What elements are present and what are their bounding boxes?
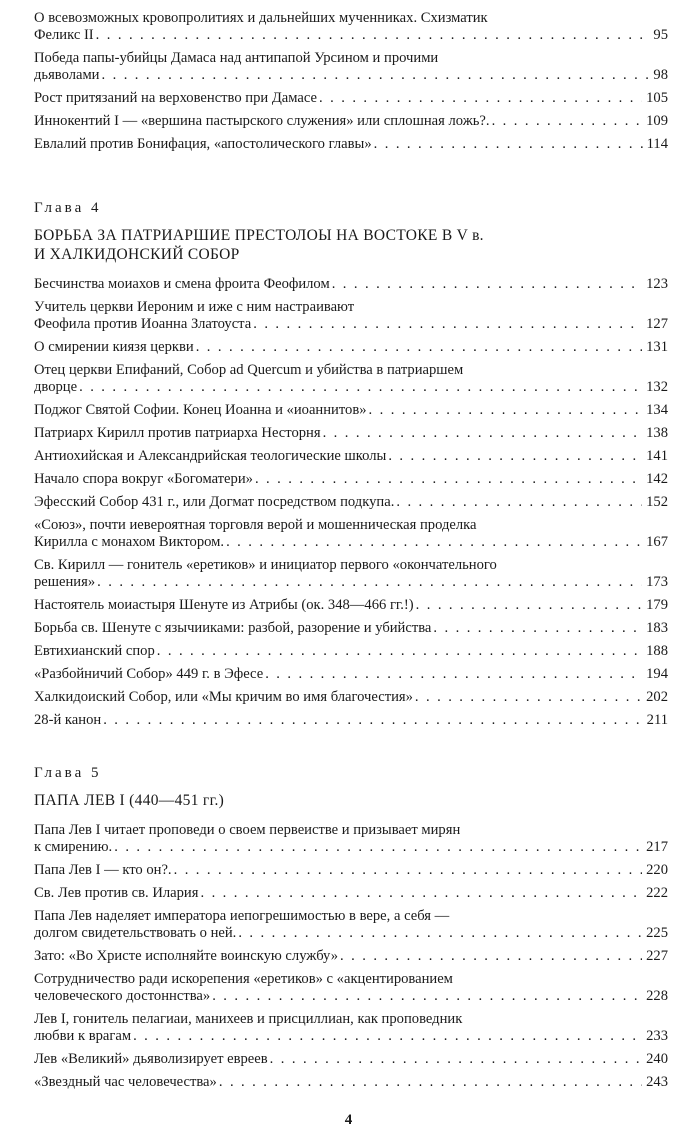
toc-entry <box>34 276 668 293</box>
toc-entry <box>34 948 668 965</box>
toc-entry-title: Патриарх Кирилл против патриарха Несторня <box>34 425 321 441</box>
toc-entry <box>34 1051 668 1068</box>
dot-leader <box>415 689 642 706</box>
toc-entry-row <box>34 425 668 442</box>
toc-entry <box>34 402 668 419</box>
toc-entry-page: 167 <box>646 534 668 550</box>
toc-entry <box>34 557 668 591</box>
toc-entry-page: 109 <box>646 113 668 129</box>
dot-leader <box>369 402 643 419</box>
toc-entry-page: 222 <box>646 885 668 901</box>
toc-entry-row <box>34 136 668 153</box>
dot-leader <box>265 666 642 683</box>
toc-entry <box>34 136 668 153</box>
toc-entry-page: 194 <box>646 666 668 682</box>
toc-entry-page: 233 <box>646 1028 668 1044</box>
toc-entry <box>34 971 668 1005</box>
chapter-title <box>34 226 668 264</box>
toc-entry-page: 123 <box>646 276 668 292</box>
toc-entry-title: человеческого достоннства» <box>34 988 211 1004</box>
toc-entry-row <box>34 379 668 396</box>
toc-entry <box>34 885 668 902</box>
toc-entry-title: Бесчинства моиахов и смена фроита Феофилом <box>34 276 330 292</box>
toc-entry-row <box>34 113 668 130</box>
toc-entry <box>34 362 668 396</box>
toc-entry-page: 240 <box>646 1051 668 1067</box>
toc-entry-row <box>34 471 668 488</box>
toc-entry <box>34 666 668 683</box>
dot-leader <box>253 316 642 333</box>
toc-entry-row <box>34 276 668 293</box>
toc-entry-row <box>34 643 668 660</box>
toc-entry <box>34 50 668 84</box>
toc-entry-title-line: О всевозможных кровопролитиях и дальнейших мученниках. Схизматик <box>34 10 488 26</box>
dot-leader <box>319 90 642 107</box>
toc-entry-row <box>34 67 668 84</box>
toc-entry <box>34 299 668 333</box>
dot-leader <box>238 925 642 942</box>
toc-entry-title-line: Победа папы-убийцы Дамаса над антипапой Урсином и прочими <box>34 50 439 66</box>
toc-entry-title: Эфесский Собор 431 г., или Догмат посредством подкупа. <box>34 494 395 510</box>
toc-entry-row <box>34 925 668 942</box>
toc-entry-title: Лев «Великий» дьяволизирует евреев <box>34 1051 268 1067</box>
chapter-label: Глава 4 <box>34 200 102 216</box>
toc-entry <box>34 862 668 879</box>
chapter-entries <box>34 276 668 729</box>
chapter-title <box>34 791 668 810</box>
dot-leader <box>103 712 642 729</box>
toc-entry-title: Борьба св. Шенуте с язычииками: разбой, разорение и убийства <box>34 620 432 636</box>
toc-entry-row <box>34 1051 668 1068</box>
dot-leader <box>255 471 642 488</box>
toc-entry-row <box>34 597 668 614</box>
toc-entry-page: 138 <box>646 425 668 441</box>
toc-entry-page: 188 <box>646 643 668 659</box>
toc-entry <box>34 471 668 488</box>
chapter-title-line: БОРЬБА ЗА ПАТРИАРШИЕ ПРЕСТОЛОЫ НА ВОСТОКЕ В V в. <box>34 227 484 244</box>
toc-entry-row <box>34 862 668 879</box>
dot-leader <box>374 136 643 153</box>
toc-entry-page: 95 <box>653 27 668 43</box>
dot-leader <box>332 276 642 293</box>
toc-entry-title: Начало спора вокруг «Богоматери» <box>34 471 253 487</box>
toc-entry-page: 98 <box>653 67 668 83</box>
toc-entry-title: Евтихианский спор <box>34 643 155 659</box>
toc-entry <box>34 448 668 465</box>
dot-leader <box>492 113 643 130</box>
toc-entry-title: Рост притязаний на верховенство при Дамасе <box>34 90 318 106</box>
toc-entry-page: 243 <box>646 1074 668 1090</box>
dot-leader <box>133 1028 642 1045</box>
toc-entry-page: 114 <box>646 136 668 152</box>
toc-entry <box>34 822 668 856</box>
toc-entry <box>34 1011 668 1045</box>
toc-entry-row <box>34 448 668 465</box>
chapter-label: Глава 5 <box>34 765 102 781</box>
toc-entry <box>34 1074 668 1091</box>
toc-entry-row <box>34 1074 668 1091</box>
toc-entry-title: Феликс II <box>34 27 94 43</box>
dot-leader <box>416 597 642 614</box>
toc-entry <box>34 90 668 107</box>
toc-entry <box>34 643 668 660</box>
toc-entry <box>34 712 668 729</box>
toc-entry-title-line: Лев I, гонитель пелагиаи, манихеев и присциллиан, как проповедник <box>34 1011 463 1027</box>
toc-entry-title: дьяволами <box>34 67 100 83</box>
toc-entry-page: 132 <box>646 379 668 395</box>
dot-leader <box>212 988 642 1005</box>
dot-leader <box>97 574 642 591</box>
toc-entry-title: О смирении киязя церкви <box>34 339 194 355</box>
toc-entry-title-line: Учитель церкви Иероним и иже с ним настраивают <box>34 299 355 315</box>
toc-entry-title-line: Сотрудничество ради искорепения «еретиков» с «акцентированием <box>34 971 453 987</box>
dot-leader <box>102 67 650 84</box>
dot-leader <box>433 620 642 637</box>
dot-leader <box>157 643 642 660</box>
toc-entry-page: 211 <box>646 712 668 728</box>
toc-entry-title: Зато: «Во Христе исполняйте воинскую службу» <box>34 948 339 964</box>
toc-entry-title-line: «Союз», почти иевероятная торговля верой и мошенническая проделка <box>34 517 477 533</box>
toc-entry-page: 141 <box>646 448 668 464</box>
toc-entry-row <box>34 885 668 902</box>
dot-leader <box>340 948 642 965</box>
chapter-title-line: ПАПА ЛЕВ I (440—451 гг.) <box>34 792 225 809</box>
toc-entry <box>34 908 668 942</box>
toc-entry-title: 28-й канон <box>34 712 102 728</box>
toc-entry-page: 228 <box>646 988 668 1004</box>
toc-entry-page: 134 <box>646 402 668 418</box>
toc-entry-page: 105 <box>646 90 668 106</box>
chapter-entries <box>34 822 668 1091</box>
toc-entry-row <box>34 948 668 965</box>
toc-entry-title: Св. Лев против св. Илария <box>34 885 199 901</box>
toc-entry <box>34 689 668 706</box>
chapter-5-section <box>34 765 668 1097</box>
dot-leader <box>200 885 642 902</box>
toc-entry-row <box>34 620 668 637</box>
chapter-title-line: И ХАЛКИДОНСКИЙ СОБОР <box>34 246 240 263</box>
toc-entry-row <box>34 839 668 856</box>
dot-leader <box>79 379 642 396</box>
toc-entry <box>34 10 668 44</box>
dot-leader <box>219 1074 642 1091</box>
toc-entry-row <box>34 1028 668 1045</box>
toc-entry-row <box>34 988 668 1005</box>
toc-entry-title: решения» <box>34 574 96 590</box>
toc-entry <box>34 517 668 551</box>
dot-leader <box>270 1051 642 1068</box>
toc-entry-title-line: Отец церкви Епифаний, Собор ad Quercum и убийства в патриаршем <box>34 362 464 378</box>
toc-entry-title: любви к врагам <box>34 1028 132 1044</box>
toc-entry-row <box>34 574 668 591</box>
toc-entry-page: 173 <box>646 574 668 590</box>
toc-entry-title: Феофила против Иоанна Златоуста <box>34 316 252 332</box>
toc-entry-row <box>34 689 668 706</box>
dot-leader <box>114 839 642 856</box>
toc-entry-title: дворце <box>34 379 78 395</box>
toc-entry-title: Кирилла с монахом Виктором. <box>34 534 225 550</box>
dot-leader <box>96 27 650 44</box>
toc-entry <box>34 494 668 511</box>
toc-entry <box>34 597 668 614</box>
toc-entry-page: 183 <box>646 620 668 636</box>
dot-leader <box>174 862 643 879</box>
toc-entry-page: 225 <box>646 925 668 941</box>
toc-entry-title: Поджог Святой Софии. Конец Иоанна и «иоаннитов» <box>34 402 367 418</box>
dot-leader <box>323 425 643 442</box>
toc-entry-title: Антиохийская и Александрийская теологические школы <box>34 448 387 464</box>
toc-entry-row <box>34 316 668 333</box>
toc-entry-row <box>34 402 668 419</box>
toc-entry-title: «Разбойничий Собор» 449 г. в Эфесе <box>34 666 264 682</box>
toc-entry-row <box>34 666 668 683</box>
page-number: 4 <box>344 1112 353 1128</box>
toc-entry-title: долгом свидетельствовать о ней. <box>34 925 237 941</box>
toc-entry-title: Папа Лев I — кто он?. <box>34 862 172 878</box>
toc-entry-title: Халкидоиский Собор, или «Мы кричим во имя благочестия» <box>34 689 413 705</box>
chapter-4-section <box>34 200 668 735</box>
dot-leader <box>396 494 642 511</box>
dot-leader <box>196 339 642 356</box>
toc-entry-row <box>34 534 668 551</box>
toc-entry-page: 127 <box>646 316 668 332</box>
toc-entry-page: 227 <box>646 948 668 964</box>
toc-entry-page: 217 <box>646 839 668 855</box>
toc-entry-page: 179 <box>646 597 668 613</box>
toc-entry <box>34 339 668 356</box>
toc-entry-page: 152 <box>646 494 668 510</box>
toc-entry-title: к смирению. <box>34 839 113 855</box>
toc-entry-page: 142 <box>646 471 668 487</box>
toc-entry-page: 220 <box>646 862 668 878</box>
toc-entry-page: 131 <box>646 339 668 355</box>
toc-entry <box>34 620 668 637</box>
toc-entry <box>34 425 668 442</box>
toc-entry-row <box>34 712 668 729</box>
toc-entry-title-line: Папа Лев наделяет императора иепогрешимостью в вере, а себя — <box>34 908 450 924</box>
toc-entry-title: Евлалий против Бонифация, «апостолического главы» <box>34 136 372 152</box>
toc-entry-row <box>34 90 668 107</box>
toc-section-continued <box>34 10 668 159</box>
toc-entry-row <box>34 27 668 44</box>
toc-entry-row <box>34 494 668 511</box>
toc-entry-title: Иннокентий I — «вершина пастырского служения» или сплошная ложь?. <box>34 113 490 129</box>
toc-entry-row <box>34 339 668 356</box>
toc-entry-title-line: Св. Кирилл — гонитель «еретиков» и инициатор первого «окончательного <box>34 557 497 573</box>
toc-entry <box>34 113 668 130</box>
toc-entry-page: 202 <box>646 689 668 705</box>
dot-leader <box>388 448 642 465</box>
toc-entry-title: «Звездный час человечества» <box>34 1074 217 1090</box>
toc-entry-title-line: Папа Лев I читает проповеди о своем первеистве и призывает мирян <box>34 822 461 838</box>
toc-entry-title: Настоятель моиастыря Шенуте из Атрибы (ок. 348—466 гг.!) <box>34 597 414 613</box>
dot-leader <box>226 534 642 551</box>
